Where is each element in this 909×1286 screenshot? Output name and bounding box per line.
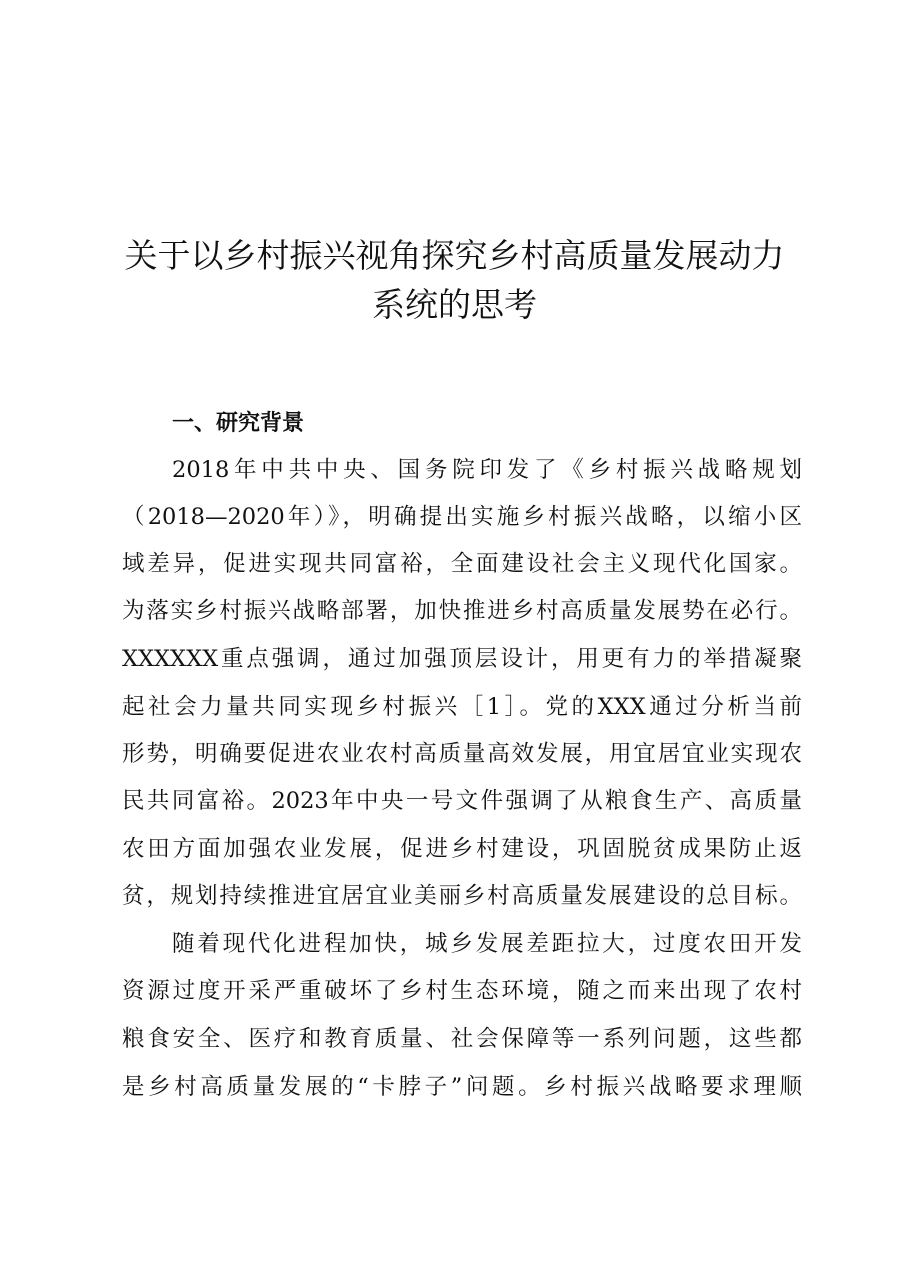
paragraph-1-line: 2018年中共中央、国务院印发了《乡村振兴战略规划 (172, 457, 802, 483)
section-heading: 一、研究背景 (172, 411, 305, 436)
paragraph-1-line: 域差异，促进实现共同富裕，全面建设社会主义现代化国家。 (122, 551, 802, 577)
paragraph-1-line: 为落实乡村振兴战略部署，加快推进乡村高质量发展势在必行。 (122, 598, 802, 624)
paragraph-2-line: 随着现代化进程加快，城乡发展差距拉大，过度农田开发 (172, 931, 802, 957)
paragraph-1-line: （2018—2020年）》，明确提出实施乡村振兴战略，以缩小区 (122, 504, 802, 530)
paragraph-1-line: XXXXXX重点强调，通过加强顶层设计，用更有力的举措凝聚 (122, 646, 802, 672)
paragraph-2-line: 是乡村高质量发展的“卡脖子”问题。乡村振兴战略要求理顺 (122, 1074, 802, 1100)
paragraph-2-line: 粮食安全、医疗和教育质量、社会保障等一系列问题，这些都 (122, 1026, 802, 1052)
document-title-line-2: 系统的思考 (372, 285, 537, 324)
paragraph-1-line: 起社会力量共同实现乡村振兴［1］。党的XXX通过分析当前 (122, 694, 802, 720)
paragraph-1-line: 农田方面加强农业发展，促进乡村建设，巩固脱贫成果防止返 (122, 836, 802, 862)
paragraph-1-line: 民共同富裕。2023年中央一号文件强调了从粮食生产、高质量 (122, 788, 802, 814)
paragraph-1-line: 贫，规划持续推进宜居宜业美丽乡村高质量发展建设的总目标。 (122, 883, 802, 909)
document-title-line-1: 关于以乡村振兴视角探究乡村高质量发展动力 (124, 236, 785, 275)
paragraph-1-line: 形势，明确要促进农业农村高质量高效发展，用宜居宜业实现农 (122, 741, 802, 767)
paragraph-2-line: 资源过度开采严重破坏了乡村生态环境，随之而来出现了农村 (122, 978, 802, 1004)
